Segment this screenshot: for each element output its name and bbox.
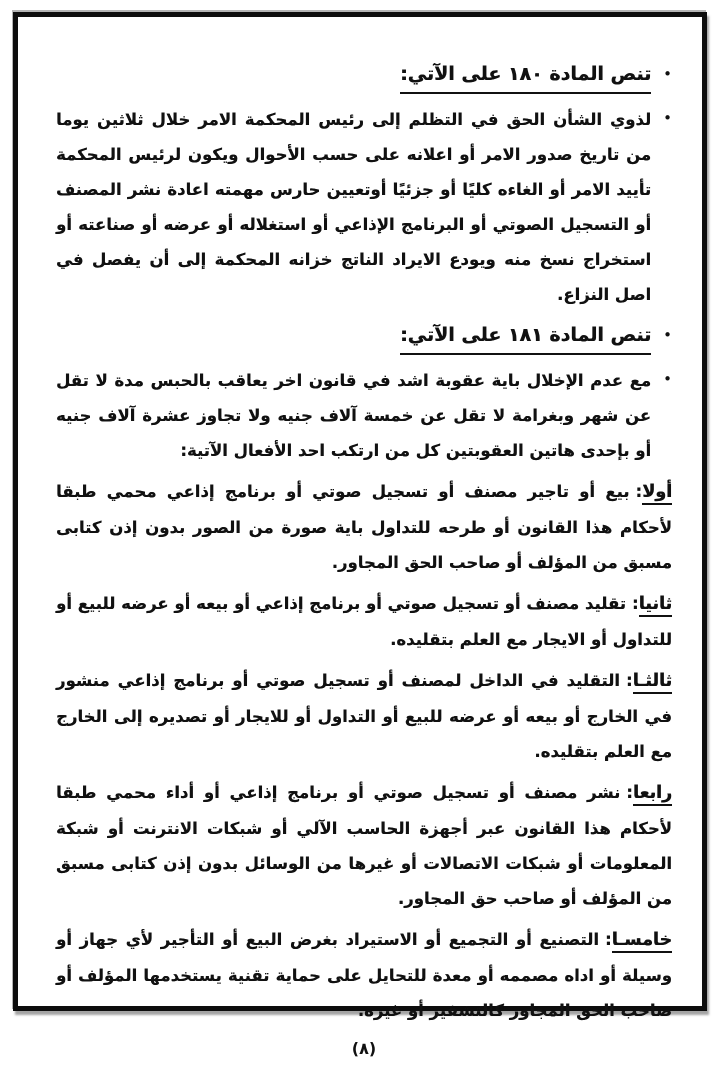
article-180-paragraph <box>56 102 672 312</box>
item-2-label: ثانيا <box>639 594 672 617</box>
bullet-icon: • <box>663 326 672 344</box>
item-2-text: تقليد مصنف أو تسجيل صوتي أو برنامج إذاعي أو بيعه أو عرضه للبيع أو للتداول أو الايجار مع العلم بتقليده. <box>56 594 672 649</box>
article-181-heading-row <box>56 318 672 355</box>
bullet-icon: • <box>663 109 672 127</box>
label-colon: : <box>631 594 639 613</box>
item-5-label: خامسـا <box>612 930 672 953</box>
item-3-label: ثالثـا <box>633 671 672 694</box>
item-3-text: التقليد في الداخل لمصنف أو تسجيل صوتي أو برنامج إذاعي منشور في الخارج أو بيعه أو عرضه للبيع أو التداول أو للايجار أو تصديره إلى الخارج مع العلم بتقليده. <box>56 671 672 761</box>
page-content <box>18 17 702 1074</box>
label-colon: : <box>625 671 633 690</box>
page-frame <box>13 12 707 1058</box>
article-181-intro-text: مع عدم الإخلال باية عقوبة اشد في قانون اخر يعاقب بالحبس مدة لا تقل عن شهر وبغرامة لا تقل عن خمسة آلاف جنيه ولا تجاوز عشرة آلاف جنيه أو بإحدى هاتين العقوبتين كل من ارتكب احد الأفعال الآتية: <box>56 371 652 460</box>
bullet-icon: • <box>663 65 672 83</box>
bullet-icon: • <box>663 370 672 388</box>
article-181-item-1 <box>56 474 672 580</box>
article-181-item-3 <box>56 663 672 769</box>
article-181-item-2 <box>56 586 672 657</box>
article-181-item-5 <box>56 922 672 1028</box>
item-5-text: التصنيع أو التجميع أو الاستيراد بغرض البيع أو التأجير لأي جهاز أو وسيلة أو اداه مصممه أو معدة للتحايل على حماية تقنية يستخدمها المؤلف أو صاحب الحق المجاور كالتشفير أو غيره. <box>56 930 672 1020</box>
article-180-body-text: لذوي الشأن الحق في التظلم إلى رئيس المحكمة الامر خلال ثلاثين يوما من تاريخ صدور الامر أو اعلانه على حسب الأحوال ويكون لرئيس المحكمة تأييد الامر أو الغاءه كليًا أو جزئيًا أوتعيين حارس مهمته اعادة نشر المصنف أو التسجيل الصوتي أو البرنامج الإذاعي أو استغلاله أو عرضه أو صناعته أو استخراج نسخ منه ويودع الايراد الناتج خزانه المحكمة إلى أن يفصل في اصل النزاع. <box>56 110 652 304</box>
item-4-label: رابعا <box>633 783 672 806</box>
article-181-intro-paragraph <box>56 363 672 468</box>
article-180-heading-row <box>56 57 672 94</box>
label-colon: : <box>605 930 612 949</box>
item-4-text: نشر مصنف أو تسجيل صوتي أو برنامج إذاعي أو أداء محمي طبقا لأحكام هذا القانون عبر أجهزة الحاسب الآلي أو شبكات الانترنت أو شبكة المعلومات أو شبكات الاتصالات أو غيرها من الوسائل بدون إذن كتابى مسبق من المؤلف أو صاحب حق المجاور. <box>56 783 672 908</box>
label-colon: : <box>635 482 643 501</box>
article-181-item-4 <box>56 775 672 916</box>
article-180-heading: تنص المادة ١٨٠ على الآتي: <box>400 57 651 94</box>
page-number: (٨) <box>351 1039 377 1058</box>
item-1-text: بيع أو تاجير مصنف أو تسجيل صوتي أو برنامج إذاعي محمي طبقا لأحكام هذا القانون أو طرحه للتداول باية صورة من الصور بدون إذن كتابى مسبق من المؤلف أو صاحب الحق المجاور. <box>56 482 672 572</box>
item-1-label: أولا <box>642 482 672 505</box>
label-colon: : <box>626 783 633 802</box>
article-181-heading: تنص المادة ١٨١ على الآتي: <box>400 318 651 355</box>
